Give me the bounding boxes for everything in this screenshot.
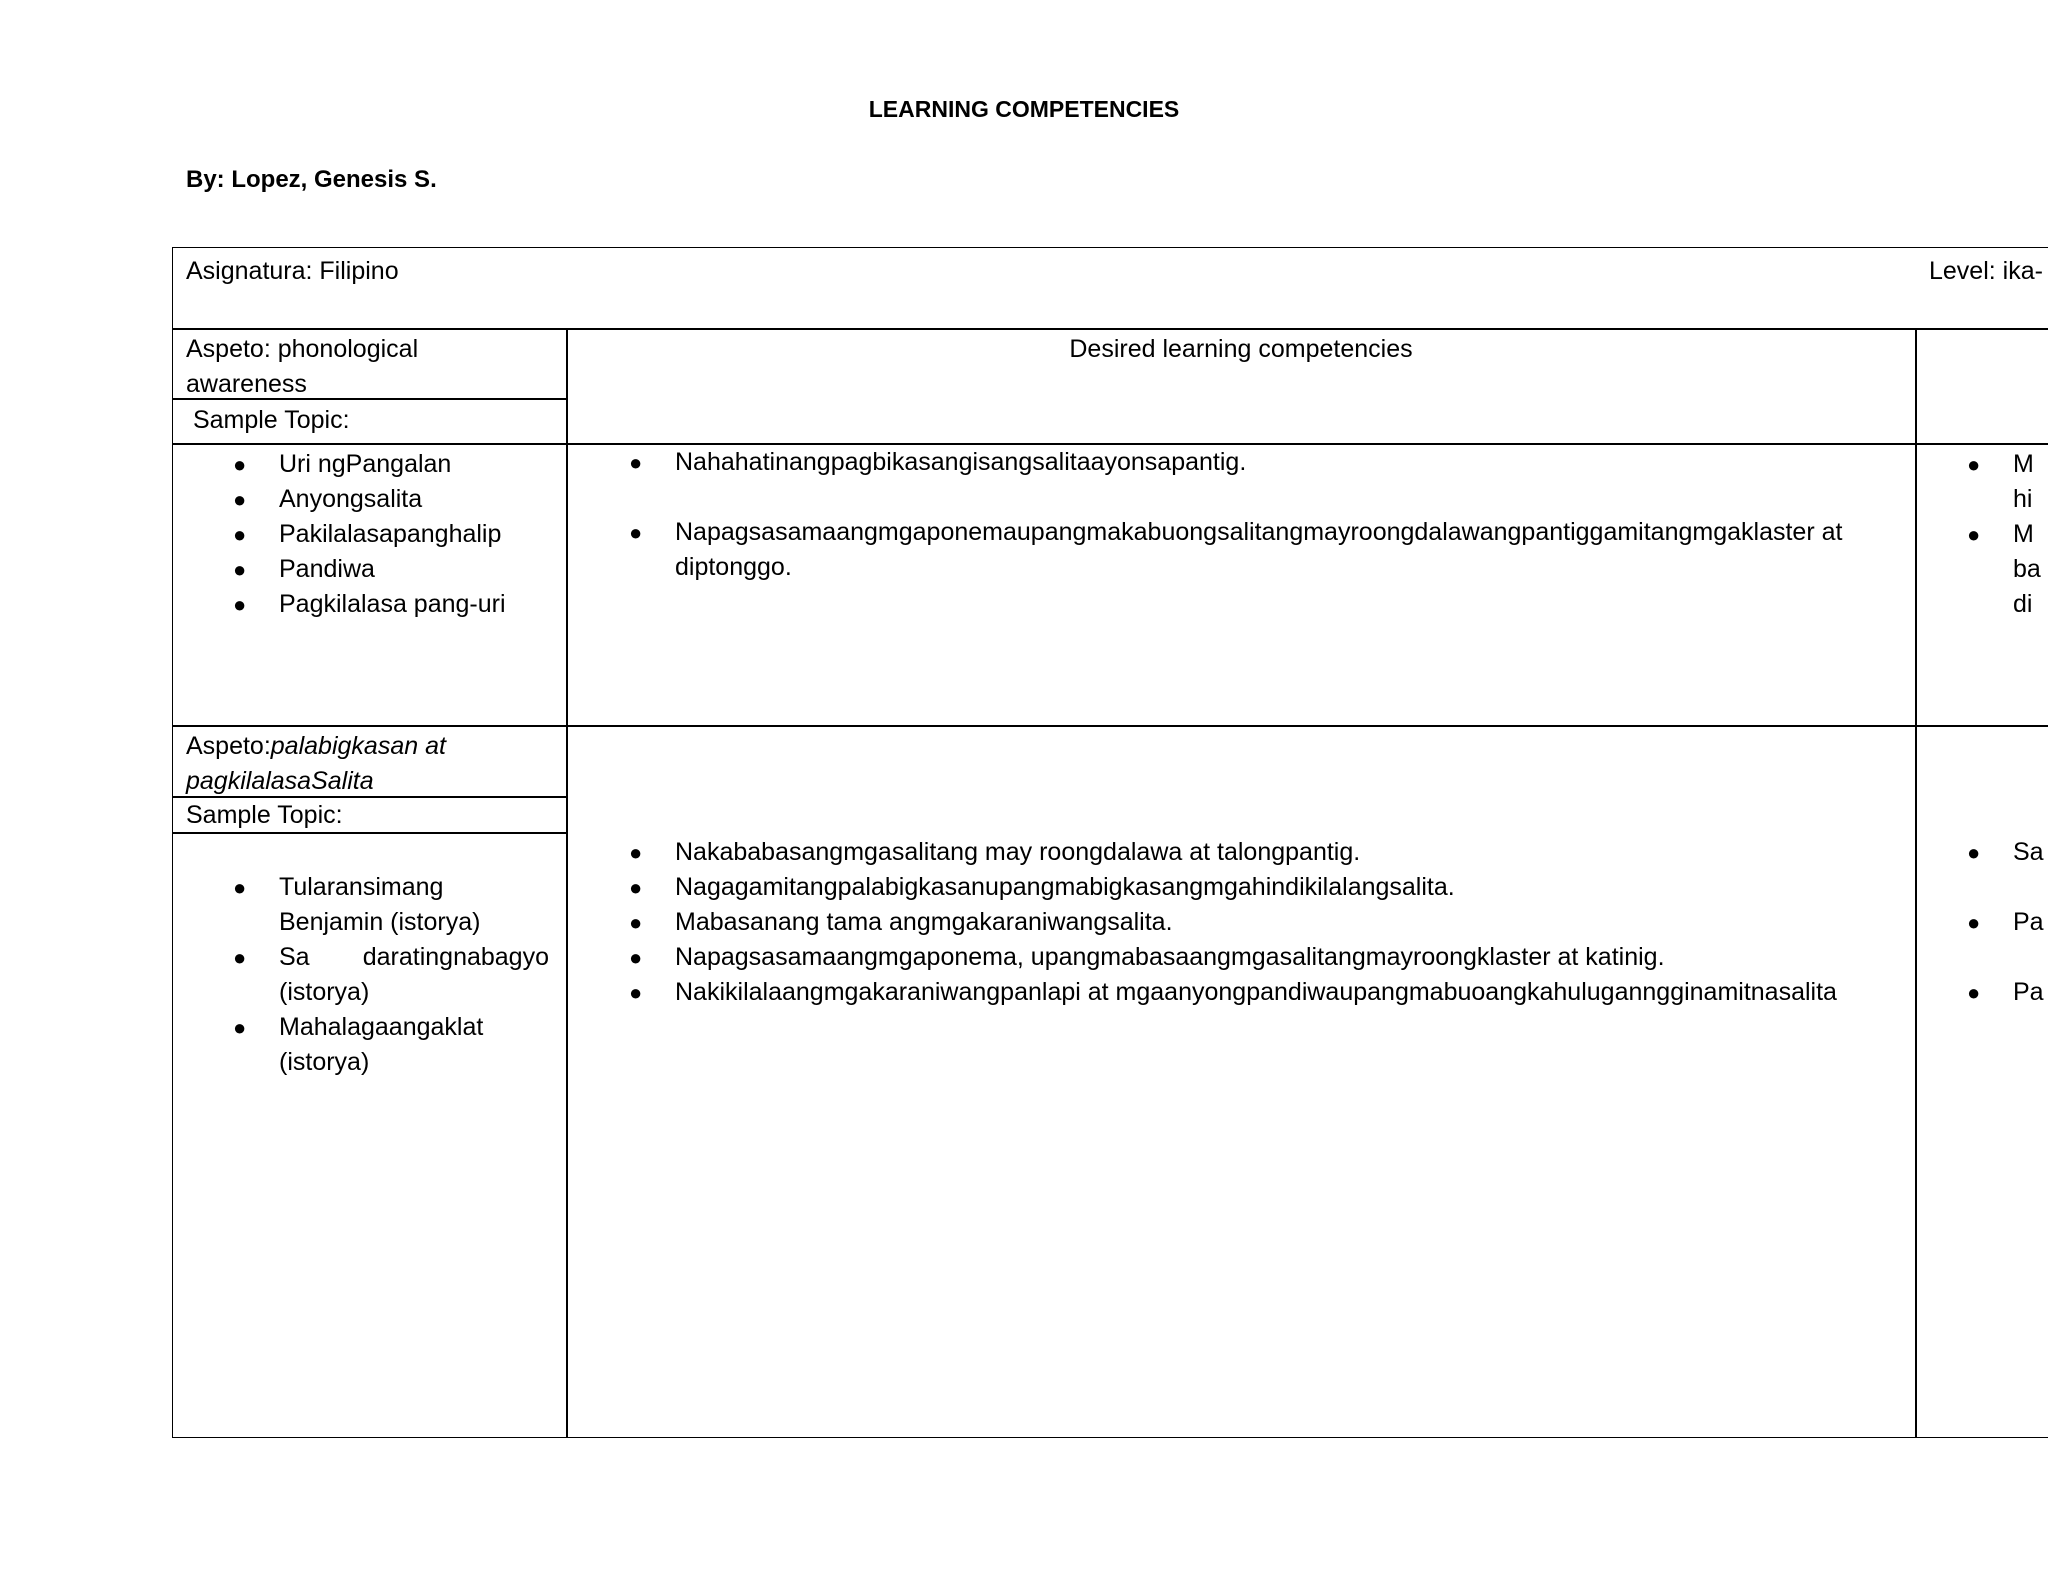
list-item: ● Nakababasangmgasalitang may roongdalawa at talongpantig. xyxy=(629,838,1361,866)
competency-table xyxy=(172,247,2048,1438)
column-divider xyxy=(1915,328,1917,1438)
topic-list xyxy=(229,870,549,1080)
list-item: ● Mabasanang tama angmgakaraniwangsalita. xyxy=(629,908,1173,936)
list-item: ● Nahahatinangpagbikasangisangsalitaayonsapantig. xyxy=(629,448,1247,476)
list-item: ● Pandiwa xyxy=(233,555,375,583)
list-item: ● Nakikilalaangmgakaraniwangpanlapi at mgaanyongpandiwaupangmabuoangkahuluganngginamitnasalita xyxy=(629,978,1837,1006)
row-divider xyxy=(173,725,2048,727)
list-item: ● Tularansimang Benjamin (istorya) xyxy=(233,873,481,936)
aspeto-label: Aspeto: phonological xyxy=(186,335,419,363)
aspeto-label xyxy=(186,729,446,764)
list-item: ● Pakilalasapanghalip xyxy=(233,520,502,548)
sample-topic-label: Sample Topic: xyxy=(186,406,350,434)
list-item: ● M hi xyxy=(1967,450,2034,513)
list-item: ● Pa xyxy=(1967,978,2044,1006)
list-item: ● Sa xyxy=(1967,838,2044,866)
list-item: ● Nagagamitangpalabigkasanupangmabigkasangmgahindikilalangsalita. xyxy=(629,873,1455,901)
list-item: ● Sa daratingnabagyo (istorya) xyxy=(233,943,549,1006)
right-column-list xyxy=(1963,447,2048,622)
competencies-heading: Desired learning competencies xyxy=(1069,335,1413,363)
row-divider xyxy=(173,328,2048,330)
aspeto-label-cont: awareness xyxy=(186,370,307,398)
aspeto-value: palabigkasan at xyxy=(270,732,446,760)
right-column-list xyxy=(1963,835,2048,1010)
list-item: ● Anyongsalita xyxy=(233,485,423,513)
subject-label: Asignatura: Filipino xyxy=(186,257,399,285)
sample-topic-label: Sample Topic: xyxy=(186,801,343,829)
aspeto-prefix: Aspeto: xyxy=(186,732,271,760)
document-title: LEARNING COMPETENCIES xyxy=(868,96,1180,122)
list-item: ● Pagkilalasa pang-uri xyxy=(233,590,506,618)
list-item: ● Pa xyxy=(1967,908,2044,936)
competency-list xyxy=(625,835,1910,1010)
list-item: ● Napagsasamaangmgaponema, upangmabasaangmgasalitangmayroongklaster at katinig. xyxy=(629,943,1665,971)
list-item: ● Mahalagaangaklat (istorya) xyxy=(233,1013,484,1076)
author-line: By: Lopez, Genesis S. xyxy=(186,166,437,193)
list-item: ● M ba di xyxy=(1967,520,2041,618)
list-item: ● Uri ngPangalan xyxy=(233,450,452,478)
column-divider xyxy=(566,328,568,1438)
aspeto-label-cont: pagkilalasaSalita xyxy=(186,767,374,795)
list-item: ● Napagsasamaangmgaponemaupangmakabuongsalitangmayroongdalawangpantiggamitangmgaklaster at diptonggo. xyxy=(629,518,1843,581)
topic-list xyxy=(229,447,549,622)
level-label: Level: ika- xyxy=(1929,257,2043,285)
competency-list xyxy=(625,445,1905,585)
